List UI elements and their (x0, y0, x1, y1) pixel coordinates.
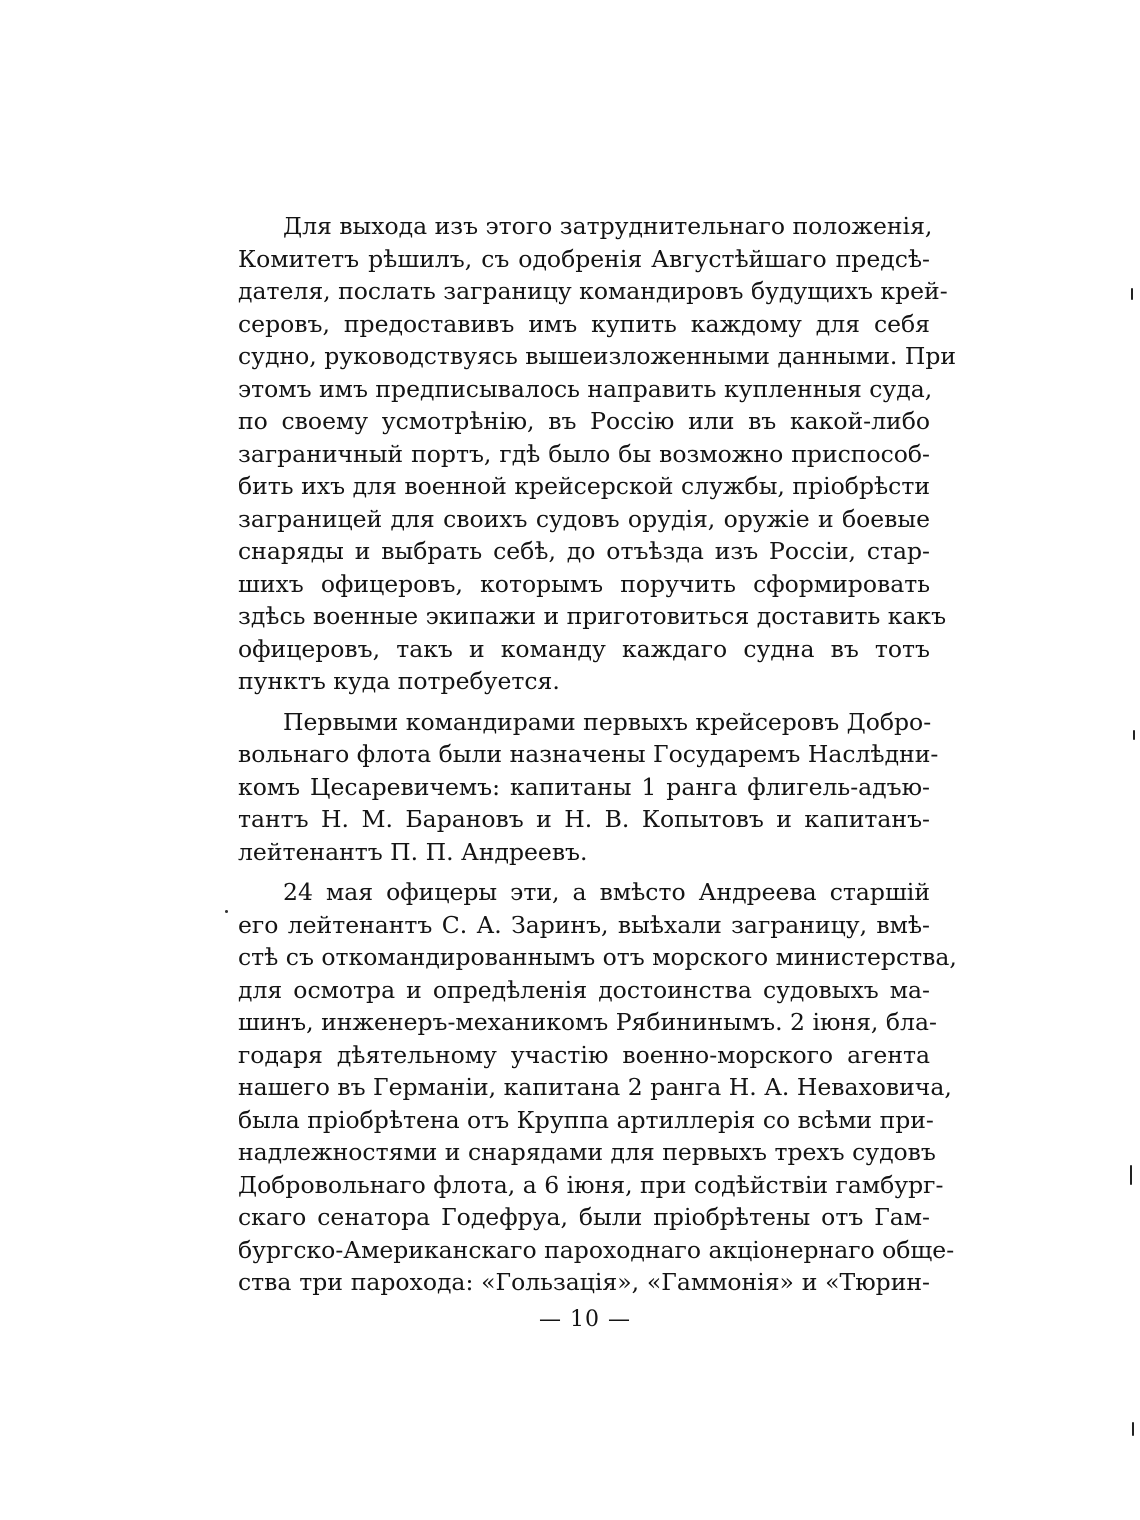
text-line: ства три парохода: «Гользація», «Гаммонія» и «Тюрин- (238, 1268, 930, 1296)
paragraph-2 (238, 706, 939, 869)
text-line: бургско-Американскаго пароходнаго акціонернаго обще- (238, 1235, 955, 1264)
text-line: Для выхода изъ этого затруднительнаго положенія, (283, 212, 933, 240)
text-line: шинъ, инженеръ-механикомъ Рябининымъ. 2 іюня, бла- (238, 1008, 937, 1036)
paragraph-1 (238, 210, 957, 698)
text-line: Первыми командирами первыхъ крейсеровъ Добро- (283, 707, 932, 736)
text-line: дателя, послать заграницу командировъ будущихъ крей- (238, 277, 948, 305)
scan-dot (225, 910, 228, 913)
paragraph-3 (238, 876, 957, 1299)
text-line: шихъ офицеровъ, которымъ поручить сформировать (238, 569, 930, 598)
scan-mark (1133, 730, 1135, 740)
text-line: надлежностями и снарядами для первыхъ трехъ судовъ (238, 1138, 936, 1166)
text-line: заграницей для своихъ судовъ орудія, оружіе и боевые (238, 504, 930, 533)
paragraph-gap (238, 698, 930, 706)
text-line: годаря дѣятельному участію военно-морского агента (238, 1040, 930, 1069)
text-line: нашего въ Германіи, капитана 2 ранга Н. А. Неваховича, (238, 1073, 952, 1101)
text-line: тантъ Н. М. Барановъ и Н. В. Копытовъ и капитанъ- (238, 805, 930, 833)
text-line: судно, руководствуясь вышеизложенными данными. При (238, 342, 957, 370)
text-line: по своему усмотрѣнію, въ Россію или въ какой-либо (238, 407, 930, 435)
text-line: пунктъ куда потребуется. (238, 667, 560, 695)
text-line: Добровольнаго флота, а 6 іюня, при содѣйствіи гамбург- (238, 1170, 944, 1199)
text-line: комъ Цесаревичемъ: капитаны 1 ранга флигель-адъю- (238, 772, 930, 801)
text-line: снаряды и выбрать себѣ, до отъѣзда изъ Россіи, стар- (238, 537, 930, 565)
text-line: лейтенантъ П. П. Андреевъ. (238, 837, 588, 866)
paragraph-gap (238, 868, 930, 876)
text-line: офицеровъ, такъ и команду каждаго судна въ тотъ (238, 634, 930, 663)
text-line: бить ихъ для военной крейсерской службы, пріобрѣсти (238, 472, 930, 500)
text-line: 24 мая офицеры эти, а вмѣсто Андреева старшій (283, 878, 930, 906)
text-body (238, 210, 957, 1299)
text-line: была пріобрѣтена отъ Круппа артиллерія со всѣми при- (238, 1105, 934, 1134)
text-line: серовъ, предоставивъ имъ купить каждому для себя (238, 309, 930, 338)
text-line: скаго сенатора Годефруа, были пріобрѣтены отъ Гам- (238, 1203, 930, 1231)
text-line: стѣ съ откомандированнымъ отъ морского министерства, (238, 943, 957, 971)
text-line: вольнаго флота были назначены Государемъ Наслѣдни- (238, 740, 939, 768)
page-number: — 10 — (539, 1307, 631, 1332)
scan-mark (1132, 1422, 1134, 1436)
text-line: Комитетъ рѣшилъ, съ одобренія Августѣйшаго предсѣ- (238, 244, 930, 273)
text-line: здѣсь военные экипажи и приготовиться доставить какъ (238, 602, 947, 630)
scan-mark (1130, 1165, 1132, 1185)
text-line: его лейтенантъ С. А. Заринъ, выѣхали заграницу, вмѣ- (238, 910, 930, 939)
text-line: для осмотра и опредѣленія достоинства судовыхъ ма- (238, 975, 930, 1004)
scan-mark (1131, 288, 1133, 300)
text-line: этомъ имъ предписывалось направить купленныя суда, (238, 374, 933, 403)
text-line: заграничный портъ, гдѣ было бы возможно приспособ- (238, 439, 930, 468)
